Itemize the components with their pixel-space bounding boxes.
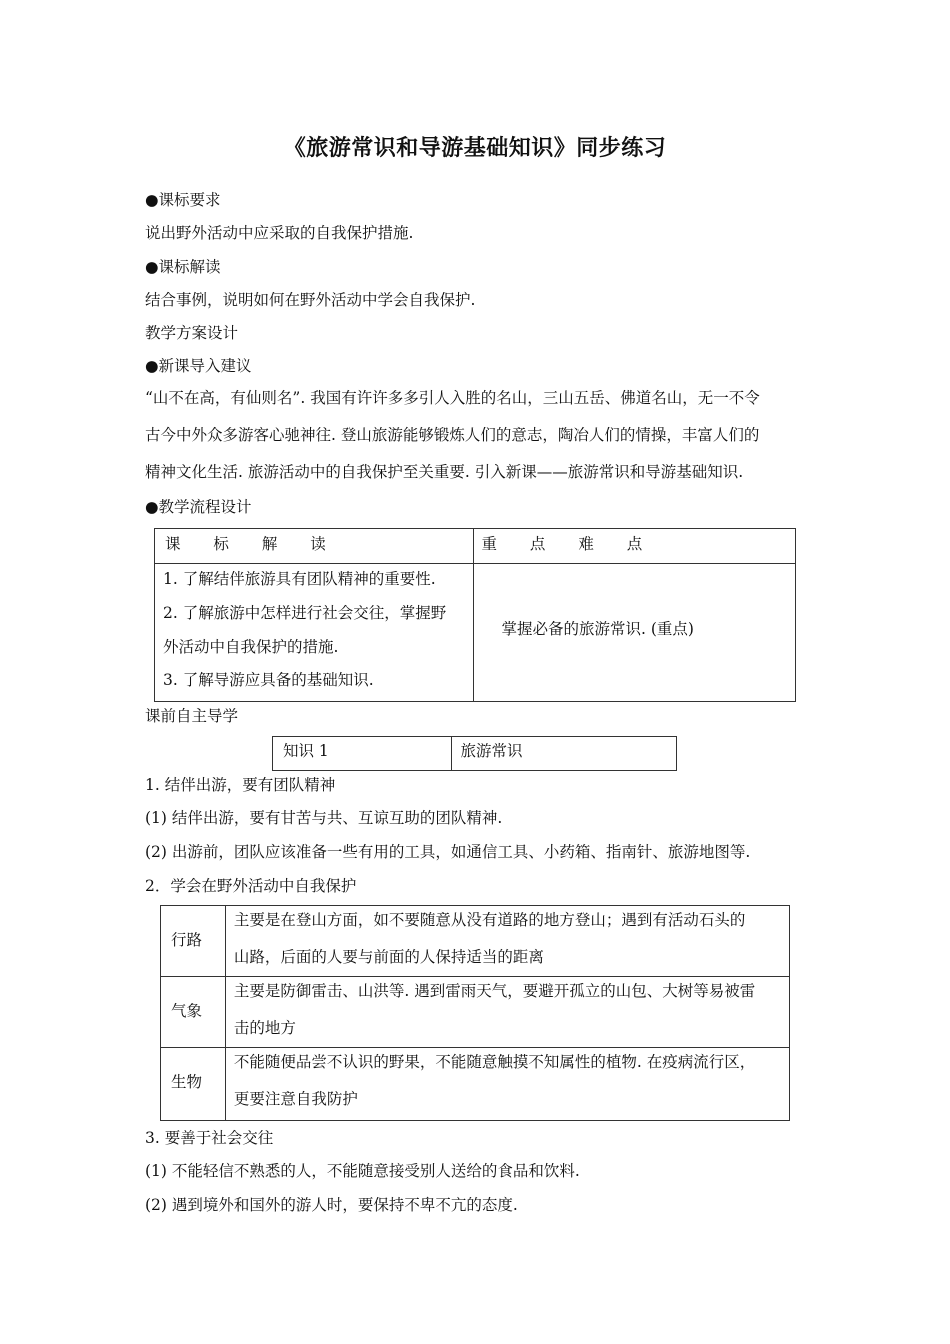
- flow-keypoint-cell: [473, 564, 796, 702]
- requirements-heading: ●课标要求: [145, 191, 221, 209]
- design-heading: 教学方案设计: [145, 324, 239, 342]
- intro-heading: ●新课导入建议: [145, 357, 252, 375]
- flow-table: [154, 528, 796, 702]
- safety-label-cell: [161, 1048, 226, 1121]
- intro-line: 古今中外众多游客心驰神往. 登山旅游能够锻炼人们的意志，陶冶人们的情操，丰富人们的: [145, 426, 760, 444]
- flow-item: 3. 了解导游应具备的基础知识.: [163, 671, 374, 689]
- flow-header-interp: 课 标 解 读: [155, 529, 474, 564]
- safety-label: 气象: [171, 1002, 203, 1020]
- flow-heading: ●教学流程设计: [145, 498, 252, 516]
- knowledge-label-cell: [273, 737, 452, 771]
- safety-table: [160, 905, 790, 1121]
- safety-text-cell: [225, 1048, 789, 1121]
- point-3: 3. 要善于社会交往: [145, 1129, 274, 1147]
- safety-label: 生物: [171, 1073, 203, 1091]
- preview-heading: 课前自主导学: [145, 707, 239, 725]
- point-1: 1. 结伴出游，要有团队精神: [145, 776, 336, 794]
- point-3a: (1) 不能轻信不熟悉的人，不能随意接受别人送给的食品和饮料.: [145, 1162, 580, 1180]
- key-point: 掌握必备的旅游常识. (重点): [501, 620, 694, 638]
- safety-text-cell: [225, 977, 789, 1048]
- safety-label-cell: [161, 977, 226, 1048]
- interpretation-heading: ●课标解读: [145, 258, 221, 276]
- point-3b: (2) 遇到境外和国外的游人时，要保持不卑不亢的态度.: [145, 1196, 518, 1214]
- safety-label-cell: [161, 906, 226, 977]
- page-title: 《旅游常识和导游基础知识》同步练习: [283, 135, 667, 161]
- safety-text-cell: [225, 906, 789, 977]
- safety-line: 更要注意自我防护: [233, 1090, 358, 1108]
- point-2: 2．学会在野外活动中自我保护: [145, 877, 357, 895]
- safety-line: 主要是在登山方面，如不要随意从没有道路的地方登山；遇到有活动石头的: [233, 911, 746, 929]
- safety-label: 行路: [171, 931, 203, 949]
- flow-item: 1. 了解结伴旅游具有团队精神的重要性.: [163, 570, 436, 588]
- safety-line: 击的地方: [233, 1019, 296, 1037]
- point-1a: (1) 结伴出游，要有甘苦与共、互谅互助的团队精神.: [145, 809, 503, 827]
- flow-header-key: 重 点 难 点: [473, 529, 796, 564]
- intro-line: 精神文化生活. 旅游活动中的自我保护至关重要. 引入新课——旅游常识和导游基础知识.: [145, 463, 744, 481]
- safety-line: 主要是防御雷击、山洪等. 遇到雷雨天气，要避开孤立的山包、大树等易被雷: [233, 982, 756, 1000]
- flow-item: 2. 了解旅游中怎样进行社会交往，掌握野: [163, 604, 447, 622]
- knowledge-label: 知识 1: [283, 742, 329, 760]
- intro-line: “山不在高，有仙则名”. 我国有许许多多引人入胜的名山，三山五岳、佛道名山，无一不令: [145, 389, 760, 407]
- point-1b: (2) 出游前，团队应该准备一些有用的工具，如通信工具、小药箱、指南针、旅游地图等.: [145, 843, 751, 861]
- knowledge-table: [272, 736, 677, 771]
- knowledge-topic: 旅游常识: [460, 742, 523, 760]
- requirements-text: 说出野外活动中应采取的自我保护措施.: [145, 224, 414, 242]
- flow-items-cell: [155, 564, 474, 702]
- safety-line: 山路，后面的人要与前面的人保持适当的距离: [233, 948, 544, 966]
- safety-line: 不能随便品尝不认识的野果，不能随意触摸不知属性的植物. 在疫病流行区，: [233, 1053, 756, 1071]
- knowledge-topic-cell: [451, 737, 676, 771]
- interpretation-text: 结合事例，说明如何在野外活动中学会自我保护.: [145, 291, 476, 309]
- flow-item: 外活动中自我保护的措施.: [163, 638, 339, 656]
